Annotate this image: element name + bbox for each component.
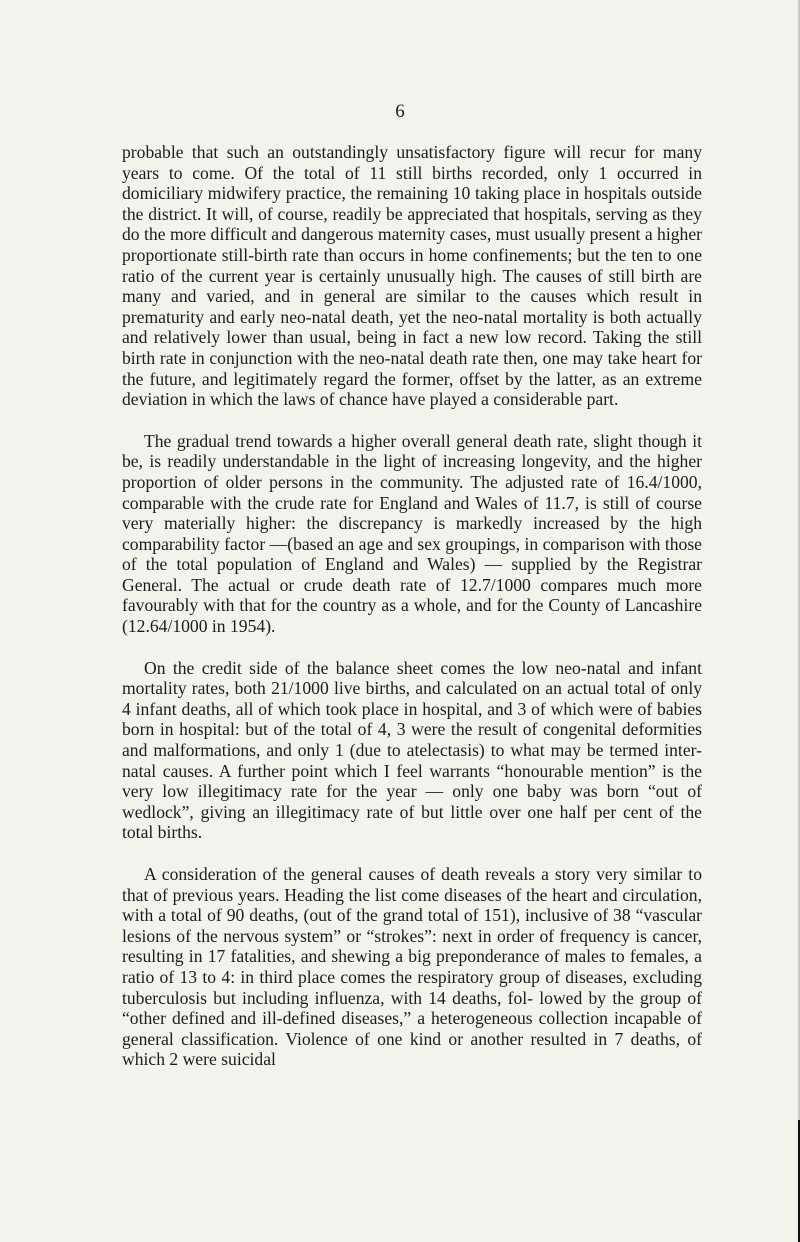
paragraph-infant-mortality: On the credit side of the balance sheet comes the low neo-natal and infant mortality rates, both 21/1000 live births, and calculated on an actual total of only 4 infant deaths, all of which took place in hospital, and 3 of which were of babies born in hospital: but of the total of 4, 3 were the result of congenital deformities and malformations, and only 1 (due to atelectasis) to what may be termed inter-natal causes. A further point which I feel warrants “honourable mention” is the very low illegitimacy rate for the year — only one baby was born “out of wedlock”, giving an illegitimacy rate of but little over one half per cent of the total births. [122, 657, 702, 843]
paragraph-still-births: probable that such an outstandingly unsatisfactory figure will recur for many years to come. Of the total of 11 still births recorded, only 1 occurred in domiciliary midwifery practice, the remaining 10 taking place in hospitals outside the district. It will, of course, readily be appreciated that hospitals, serving as they do the more difficult and dangerous maternity cases, must usually present a higher proportionate still-birth rate than occurs in home confinements; but the ten to one ratio of the current year is certainly unusually high. The causes of still birth are many and varied, and in general are similar to the causes which result in prematurity and early neo-natal death, yet the neo-natal mortality is both actually and relatively lower than usual, being in fact a new low record. Taking the still birth rate in conjunction with the neo-natal death rate then, one may take heart for the future, and legitimately regard the former, offset by the latter, as an extreme deviation in which the laws of chance have played a considerable part. [122, 142, 702, 410]
paragraph-causes-of-death: A consideration of the general causes of death reveals a story very similar to that of previous years. Heading the list come diseases of the heart and circulation, with a total of 90 deaths, (out of the grand total of 151), inclusive of 38 “vascular lesions of the nervous system” or “strokes”: next in order of frequency is cancer, resulting in 17 fatalities, and shewing a big preponderance of males to females, a ratio of 13 to 4: in third place comes the respiratory group of diseases, excluding tuberculosis but including influenza, with 14 deaths, fol- lowed by the group of “other defined and ill-defined diseases,” a heterogeneous collection incapable of general classification. Violence of one kind or another resulted in 7 deaths, of which 2 were suicidal [122, 864, 702, 1070]
paragraph-general-death-rate: The gradual trend towards a higher overall general death rate, slight though it be, is readily understandable in the light of increasing longevity, and the higher proportion of older persons in the community. The adjusted rate of 16.4/1000, comparable with the crude rate for England and Wales of 11.7, is still of course very materially higher: the discrepancy is markedly increased by the high comparability factor —(based an age and sex groupings, in comparison with those of the total population of England and Wales) — supplied by the Registrar General. The actual or crude death rate of 12.7/1000 compares much more favourably with that for the country as a whole, and for the County of Lancashire (12.64/1000 in 1954). [122, 430, 702, 637]
page-number: 6 [395, 101, 405, 122]
body-text [122, 142, 702, 1091]
